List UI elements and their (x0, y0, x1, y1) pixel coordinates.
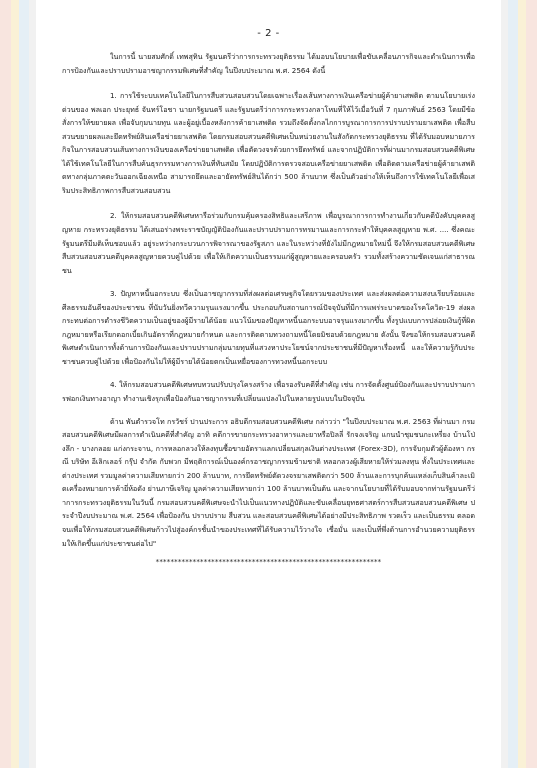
right-decorative-border (497, 0, 537, 768)
left-decorative-border (0, 0, 40, 768)
border-stripe (11, 0, 19, 768)
border-stripe (508, 0, 518, 768)
end-separator: ************************************************************* (155, 558, 382, 567)
policy-item-1: 1. การใช้ระบบเทคโนโลยีในการสืบสวนสอบสวนโดยเฉพาะเรื่องเส้นทางการเงินเครือข่ายผู้ค้ายาเสพติด ตามนโยบายเร่งด่วนของ พลเอก ประยุทธ์ จันทร์โอชา นายกรัฐมนตรี และรัฐมนตรีว่าการกระทรวงกลาโหมที่ให้ไว้เมื่อวันที่ 7 กุมภาพันธ์ 2563 โดยมีข้อสั่งการให้ขยายผล เพื่อจับกุมนายทุน และผู้อยู่เบื้องหลังการค้ายาเสพติด รวมถึงจัดตั้งกลไกการบูรณาการการปราบปรามยาเสพติด เพื่อสืบสวนขยายผลและยึดทรัพย์สินเครือข่ายยาเสพติด โดยกรมสอบสวนคดีพิเศษเป็นหน่วยงานในสังกัดกระทรวงยุติธรรม ที่ได้รับมอบหมายภารกิจในการสอบสวนเส้นทางการเงินของเครือข่ายยาเสพติด เพื่อตัดวงจรด้วยการยึดทรัพย์ และจากปฏิบัติการที่ผ่านมากรมสอบสวนคดีพิเศษได้ใช้เทคโนโลยีในการสืบค้นธุรกรรมทางการเงินที่ทันสมัย โดยปฏิบัติการตรวจสอบเครือข่ายยาเสพติด เพื่อติดตามเครือข่ายผู้ค้ายาเสพติดทางกลุ่มภาคตะวันออกเฉียงเหนือ สามารถยึดและอายัดทรัพย์สินได้กว่า 500 ล้านบาท ซึ่งเป็นตัวอย่างให้เห็นถึงการใช้เทคโนโลยีเพื่อเสริมประสิทธิภาพการสืบสวนสอบสวน (62, 91, 475, 195)
page-number: - 2 - (257, 28, 280, 39)
border-stripe (526, 0, 537, 768)
policy-item-3: 3. ปัญหาหนี้นอกระบบ ซึ่งเป็นอาชญากรรมที่ส่งผลต่อเศรษฐกิจโดยรวมของประเทศ และส่งผลต่อความสงบเรียบร้อยและศีลธรรมอันดีของประชาชน ที่นับวันยิ่งทวีความรุนแรงมากขึ้น ประกอบกับสถานการณ์ปัจจุบันที่มีการแพร่ระบาดของโรคโควิด-19 ส่งผลกระทบต่อการดำรงชีวิตความเป็นอยู่ของผู้มีรายได้น้อย แนวโน้มของปัญหาหนี้นอกระบบอาจรุนแรงมากขึ้น ทั้งรูปแบบการปล่อยเงินกู้ที่ผิดกฎหมายหรือเรียกดอกเบี้ยเกินอัตราที่กฎหมายกำหนด และการติดตามทวงถามหนี้โดยมิชอบด้วยกฎหมาย ดังนั้น จึงขอให้กรมสอบสวนคดีพิเศษดำเนินการทั้งด้านการป้องกันและปราบปรามกลุ่มนายทุนที่แสวงหาประโยชน์จากประชาชนที่มีปัญหาเรื่องหนี้ และให้ความรู้กับประชาชนควบคู่ไปด้วย เพื่อป้องกันไม่ให้ผู้มีรายได้น้อยตกเป็นเหยื่อของการทวงหนี้นอกระบบ (62, 289, 475, 366)
border-stripe (501, 0, 508, 768)
border-stripe (518, 0, 526, 768)
document-body (62, 50, 475, 570)
border-stripe (19, 0, 29, 768)
policy-item-2: 2. ให้กรมสอบสวนคดีพิเศษหารือร่วมกับกรมคุ้มครองสิทธิและเสรีภาพ เพื่อบูรณาการการทำงานเกี่ยวกับคดีบังคับบุคคลสูญหาย กระทรวงยุติธรรม ได้เสนอร่างพระราชบัญญัติป้องกันและปราบปรามการทรมานและการกระทำให้บุคคลสูญหาย พ.ศ. .... ซึ่งคณะรัฐมนตรีมีมติเห็นชอบแล้ว อยู่ระหว่างกระบวนการพิจารณาของรัฐสภา และในระหว่างที่ยังไม่มีกฎหมายใหม่นี้ จึงให้กรมสอบสวนคดีพิเศษสืบสวนสอบสวนคดีบุคคลสูญหายควบคู่ไปด้วย เพื่อให้เกิดความเป็นธรรมแก่ผู้สูญหายและครอบครัว รวมทั้งสร้างความชัดเจนแก่สาธารณชน (62, 211, 475, 275)
border-stripe (29, 0, 36, 768)
border-stripe (0, 0, 11, 768)
intro-paragraph: ในการนี้ นายสมศักดิ์ เทพสุทิน รัฐมนตรีว่าการกระทรวงยุติธรรม ได้มอบนโยบายเพื่อขับเคลื่อนภารกิจและดำเนินการเพื่อการป้องกันและปราบปรามอาชญากรรมพิเศษที่สำคัญ ในปีงบประมาณ พ.ศ. 2564 ดังนี้ (62, 52, 475, 75)
director-statement: ด้าน พันตำรวจโท กรวัชร์ ปานประการ อธิบดีกรมสอบสวนคดีพิเศษ กล่าวว่า "ในปีงบประมาณ พ.ศ. 2563 ที่ผ่านมา กรมสอบสวนคดีพิเศษมีผลการดำเนินคดีที่สำคัญ อาทิ คดีการขายกระทรวงอาหารและยาหรือปิลลี่ รักจงเจริญ แกนนำชุมชนกะเหรี่ยง บ้านโป่งลึก - บางกลอย แก่งกระจาน, การหลอกลวงให้ลงทุนซื้อขายอัตราแลกเปลี่ยนสกุลเงินต่างประเทศ (Forex-3D), การจับกุมตัวผู้ต้องหา กรณี บริษัท อีเลิกเลอร์ กรุ๊ป จำกัด กับพวก มีพฤติการณ์เป็นองค์กรอาชญากรรมข้ามชาติ หลอกลวงผู้เสียหายให้ร่วมลงทุน ทั้งในประเทศและต่างประเทศ รวมมูลค่าความเสียหายกว่า 200 ล้านบาท, การยึดทรัพย์ตัดวงจรยาเสพติดกว่า 500 ล้านและการบุกค้นแหล่งเก็บสินค้าละเมิดเครื่องหมายการค้ายี่ห้อดัง ย่านภาษีเจริญ มูลค่าความเสียหายกว่า 100 ล้านบาทเป็นต้น และจากนโยบายที่ได้รับมอบจากท่านรัฐมนตรีว่าการกระทรวงยุติธรรมในวันนี้ กรมสอบสวนคดีพิเศษจะนำไปเป็นแนวทางปฏิบัติและขับเคลื่อนยุทธศาสตร์การสืบสวนสอบสวนคดีพิเศษ ประจำปีงบประมาณ พ.ศ. 2564 เพื่อป้องกัน ปราบปราม สืบสวน และสอบสวนคดีพิเศษได้อย่างมีประสิทธิภาพ รวดเร็ว และเป็นธรรม ตลอดจนเพื่อให้กรมสอบสวนคดีพิเศษก้าวไปสู่องค์กรชั้นนำของประเทศที่ได้รับความไว้วางใจ เชื่อมั่น และเป็นที่พึ่งด้านการอำนวยความยุติธรรมให้เกิดขึ้นแก่ประชาชนต่อไป" (62, 416, 475, 548)
policy-item-4: 4. ให้กรมสอบสวนคดีพิเศษทบทวนปรับปรุงโครงสร้าง เพื่อรองรับคดีที่สำคัญ เช่น การจัดตั้งศูนย์ป้องกันและปราบปรามการฟอกเงินทางอาญา ทำงานเชิงรุกเพื่อป้องกันอาชญากรรมที่เปลี่ยนแปลงไปในหลายรูปแบบในปัจจุบัน (62, 380, 475, 404)
